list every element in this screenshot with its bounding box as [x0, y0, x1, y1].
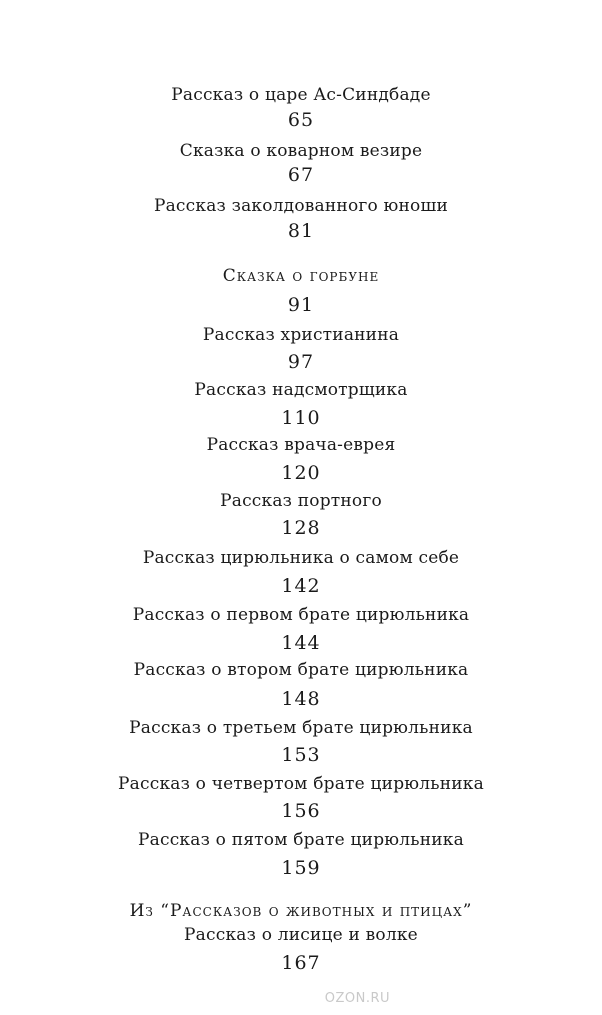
toc-entry-page: 148: [281, 688, 321, 710]
toc-entry-title: Рассказ о пятом брате цирюльника: [138, 830, 464, 850]
toc-entry-page: 120: [281, 462, 321, 484]
toc-entry-title: Рассказ о первом брате цирюльника: [132, 605, 470, 625]
toc-entry-title: Рассказ портного: [220, 491, 382, 511]
toc-entry-page: 67: [287, 164, 315, 186]
toc-entry-title: Рассказ цирюльника о самом себе: [142, 548, 460, 568]
toc-entry-title: Рассказ о четвертом брате цирюльника: [118, 774, 484, 794]
watermark: OZON.RU: [324, 991, 390, 1006]
toc-entry-page: 128: [281, 517, 321, 539]
toc-entry-page: 142: [281, 575, 321, 597]
toc-entry-title: Сказка о коварном везире: [179, 141, 423, 161]
toc-entry-page: 81: [287, 220, 315, 242]
toc-entry-title: Рассказ о царе Ас-Синдбаде: [171, 85, 431, 105]
toc-entry-page: 144: [281, 632, 321, 654]
toc-section-title: Сказка о горбуне: [222, 266, 380, 286]
toc-entry-page: 159: [281, 857, 321, 879]
toc-entry-title: Рассказ о лисице и волке: [184, 925, 418, 945]
toc-entry-page: 156: [281, 800, 321, 822]
toc-entry-title: Рассказ христианина: [202, 325, 400, 345]
toc-entry-page: 91: [287, 294, 315, 316]
toc-entry-page: 65: [287, 109, 315, 131]
toc-entry-title: Рассказ надсмотрщика: [194, 380, 408, 400]
toc-entry-page: 167: [281, 952, 321, 974]
toc-entry-title: Рассказ о третьем брате цирюльника: [129, 718, 473, 738]
toc-section-heading: Из “Рассказов о животных и птицах”: [129, 901, 473, 921]
toc-entry-title: Рассказ заколдованного юноши: [153, 196, 449, 216]
toc-entry-title: Рассказ о втором брате цирюльника: [133, 660, 469, 680]
toc-entry-title: Рассказ врача-еврея: [206, 435, 396, 455]
toc-entry-page: 97: [287, 351, 315, 373]
toc-entry-page: 153: [281, 744, 321, 766]
toc-entry-page: 110: [281, 407, 321, 429]
